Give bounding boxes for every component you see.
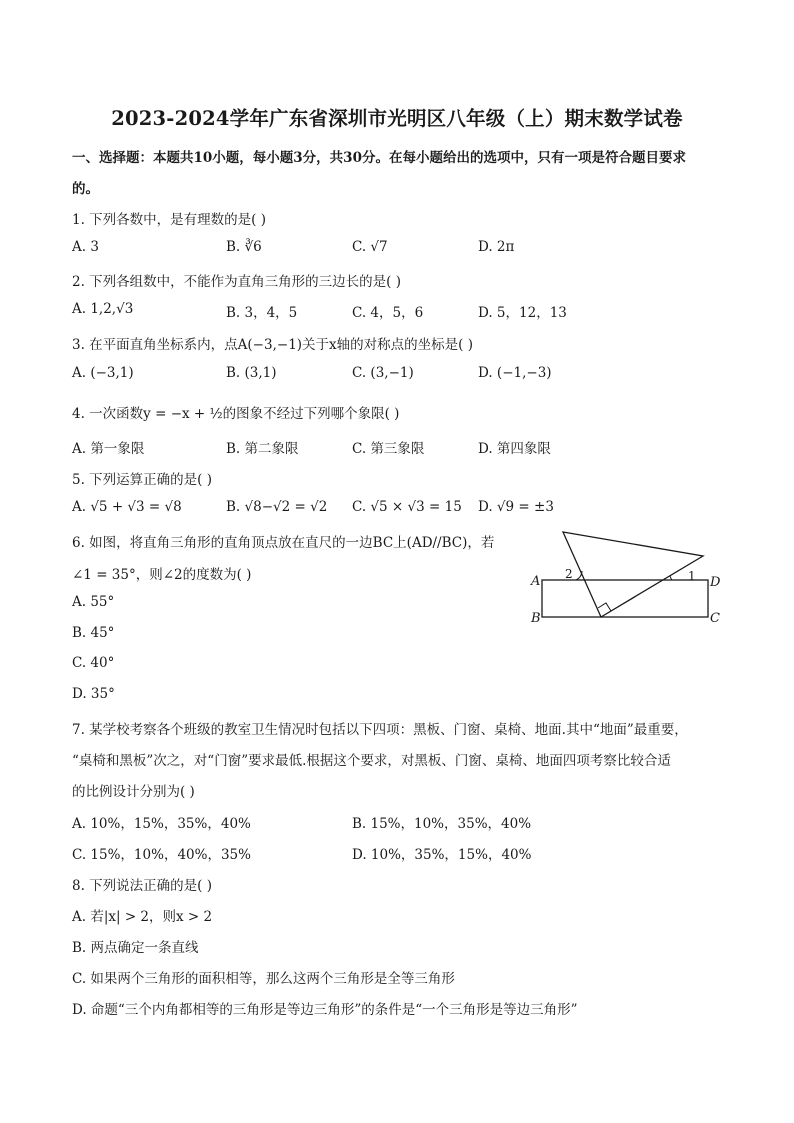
question-5-option-a: A. √5 + √3 = √8: [72, 499, 182, 515]
question-8-option-a: A. 若|x| > 2，则x > 2: [72, 909, 213, 925]
section-instruction-line1: 一、选择题：本题共10小题，每小题3分，共30分。在每小题给出的选项中，只有一项是符合题目要求: [72, 150, 686, 166]
question-7-stem-line3: 的比例设计分别为( ): [72, 784, 195, 800]
question-4-option-a: A. 第一象限: [72, 441, 145, 457]
ruler-triangle-figure: [525, 528, 725, 628]
question-8-option-c: C. 如果两个三角形的面积相等，那么这两个三角形是全等三角形: [72, 971, 455, 987]
question-7-option-b: B. 15%，10%，35%，40%: [352, 816, 532, 832]
question-3-stem: 3. 在平面直角坐标系内，点A(−3,−1)关于x轴的对称点的坐标是( ): [72, 337, 473, 353]
question-7-option-a: A. 10%，15%，35%，40%: [72, 816, 251, 832]
question-2-option-a: A. 1,2,√3: [72, 301, 134, 317]
question-6-option-d: D. 35°: [72, 686, 115, 702]
question-5-option-b: B. √8−√2 = √2: [226, 499, 328, 515]
question-6-option-b: B. 45°: [72, 625, 115, 641]
question-6-stem-line1: 6. 如图，将直角三角形的直角顶点放在直尺的一边BC上(AD//BC)，若: [72, 535, 495, 551]
question-1-option-c: C. √7: [352, 239, 388, 255]
question-2-stem: 2. 下列各组数中，不能作为直角三角形的三边长的是( ): [72, 274, 401, 290]
label-angle-1: 1: [688, 569, 696, 583]
question-5-option-c: C. √5 × √3 = 15: [352, 499, 462, 515]
question-1-option-a: A. 3: [72, 239, 99, 255]
label-a: A: [531, 574, 541, 589]
question-3-option-c: C. (3,−1): [352, 365, 414, 381]
label-c: C: [710, 611, 720, 626]
label-b: B: [531, 611, 541, 626]
question-6-stem-line2: ∠1 = 35°，则∠2的度数为( ): [72, 567, 252, 583]
question-4-option-c: C. 第三象限: [352, 441, 425, 457]
question-2-option-c: C. 4，5，6: [352, 305, 424, 321]
question-7-option-d: D. 10%，35%，15%，40%: [352, 847, 532, 863]
question-8-stem: 8. 下列说法正确的是( ): [72, 878, 212, 894]
right-triangle: [563, 532, 703, 617]
question-7-stem-line2: “桌椅和黑板”次之，对“门窗”要求最低.根据这个要求，对黑板、门窗、桌椅、地面四项考察比较合适: [72, 753, 671, 769]
question-1-option-b: B. ∛6: [226, 239, 262, 255]
question-1-option-d: D. 2π: [478, 239, 515, 255]
question-1-stem: 1. 下列各数中，是有理数的是( ): [72, 212, 266, 228]
question-6-option-a: A. 55°: [72, 594, 115, 610]
label-d: D: [710, 575, 721, 590]
question-8-option-b: B. 两点确定一条直线: [72, 940, 199, 956]
question-2-option-d: D. 5，12，13: [478, 305, 567, 321]
question-5-option-d: D. √9 = ±3: [478, 499, 554, 515]
question-4-option-d: D. 第四象限: [478, 441, 551, 457]
question-3-option-a: A. (−3,1): [72, 365, 134, 381]
question-5-stem: 5. 下列运算正确的是( ): [72, 472, 212, 488]
exam-title: 2023-2024学年广东省深圳市光明区八年级（上）期末数学试卷: [111, 107, 683, 130]
label-angle-2: 2: [565, 567, 573, 581]
question-3-option-b: B. (3,1): [226, 365, 277, 381]
question-4-stem: 4. 一次函数y = −x + ½的图象不经过下列哪个象限( ): [72, 406, 400, 422]
question-3-option-d: D. (−1,−3): [478, 365, 552, 381]
question-4-option-b: B. 第二象限: [226, 441, 299, 457]
ruler-rectangle: [542, 580, 708, 617]
right-angle-mark: [598, 603, 611, 611]
section-instruction-line2: 的。: [72, 181, 99, 197]
question-2-option-b: B. 3，4，5: [226, 305, 298, 321]
question-6-option-c: C. 40°: [72, 655, 115, 671]
question-8-option-d: D. 命题“三个内角都相等的三角形是等边三角形”的条件是“一个三角形是等边三角形”: [72, 1002, 578, 1018]
question-7-option-c: C. 15%，10%，40%，35%: [72, 847, 251, 863]
question-7-stem-line1: 7. 某学校考察各个班级的教室卫生情况时包括以下四项：黑板、门窗、桌椅、地面.其中“地面”最重要，: [72, 722, 688, 738]
